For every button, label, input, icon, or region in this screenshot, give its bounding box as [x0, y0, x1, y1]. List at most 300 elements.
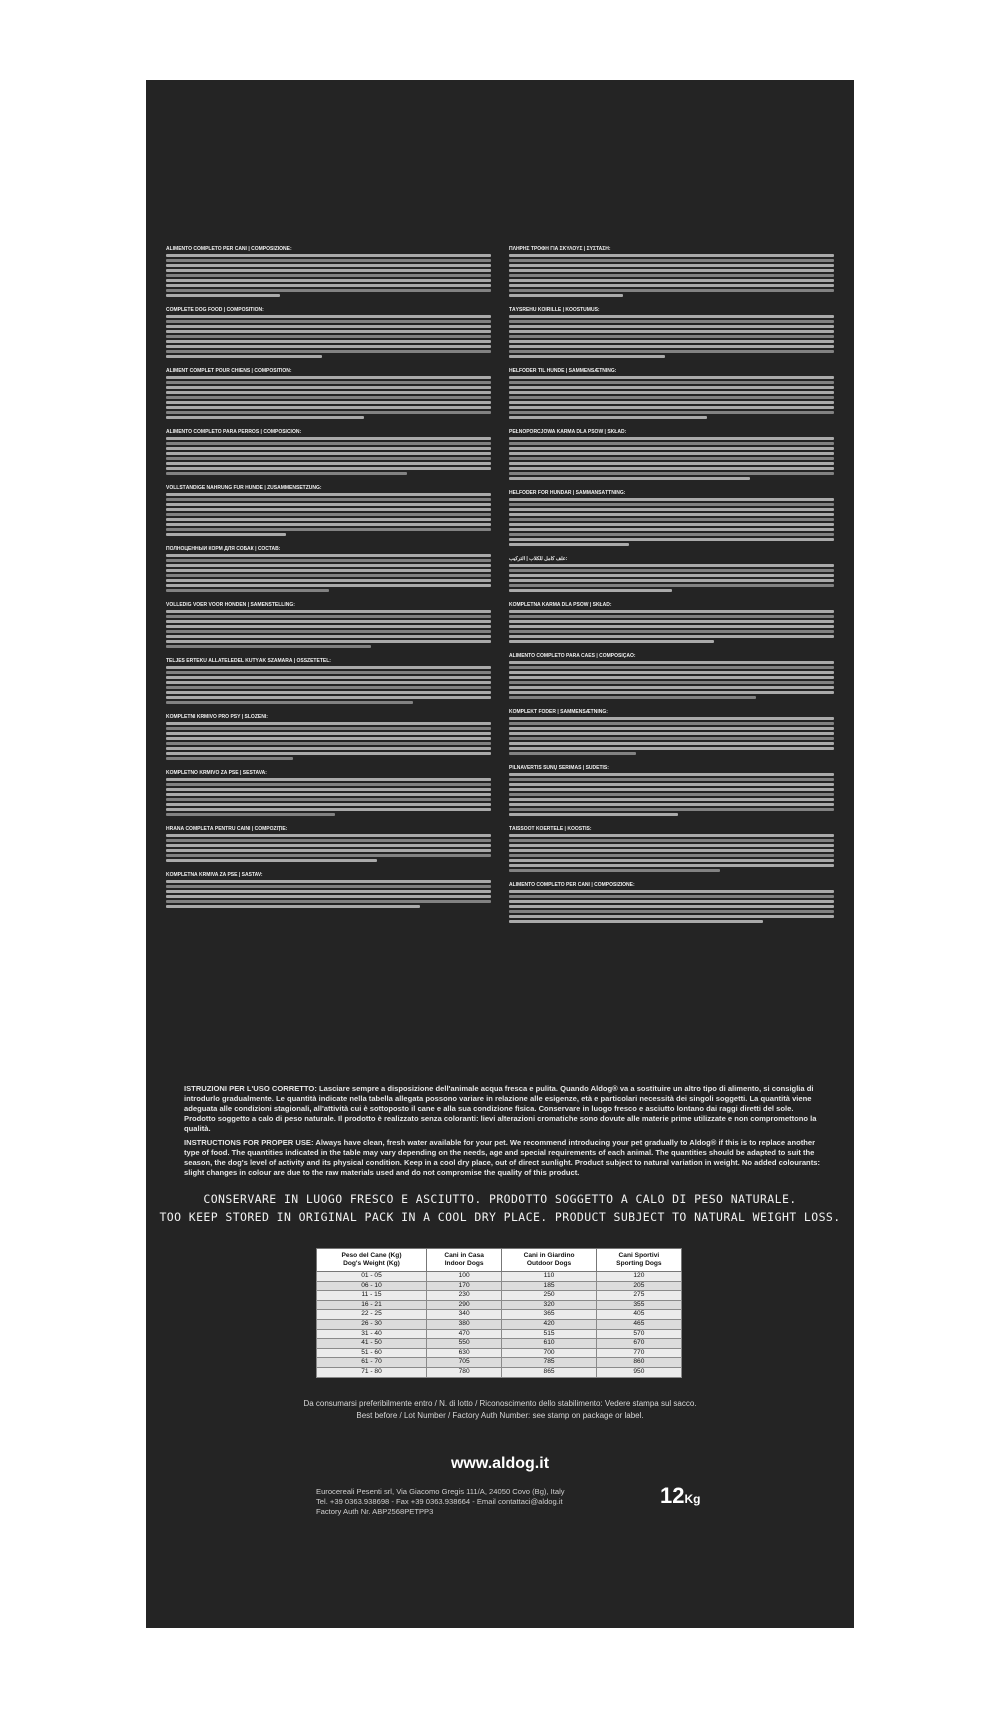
ingredient-text-line	[166, 528, 491, 531]
grams-cell: 780	[426, 1367, 501, 1377]
ingredient-text-line	[509, 477, 750, 480]
ingredient-text-line	[509, 355, 665, 358]
ingredient-text-line	[166, 722, 491, 725]
ingredient-text-line	[166, 472, 407, 475]
ingredient-text-line	[509, 447, 834, 450]
ingredient-text-line	[166, 284, 491, 287]
ingredient-text-line	[509, 391, 834, 394]
header-sporting-dogs	[596, 1249, 681, 1272]
ingredient-text-line	[509, 813, 678, 816]
ingredient-text-line	[509, 289, 834, 292]
feeding-table	[316, 1248, 682, 1378]
ingredient-text-line	[166, 498, 491, 501]
ingredient-text-line	[509, 457, 834, 460]
ingredient-text-line	[166, 752, 491, 755]
ingredient-text-line	[509, 742, 834, 745]
ingredient-block-heading: PILNAVERTIS ŠUNŲ ŠĖRIMAS | SUDĖTIS:	[509, 765, 609, 771]
ingredient-text-line	[509, 498, 834, 501]
ingredient-text-line	[166, 289, 491, 292]
dog-weight-cell: 61 - 70	[317, 1358, 427, 1368]
ingredient-text-line	[166, 513, 491, 516]
grams-cell: 100	[426, 1272, 501, 1282]
instructions-italian: ISTRUZIONI PER L'USO CORRETTO: Lasciare sempre a disposizione dell'animale acqua fresca e pulita. Quando Aldog® va a sostituire un altro tipo di alimento, si consiglia di introdurlo gradualmente. Le quantità indicate nella tabella allegata possono variare in relazione alle esigenze, età e particolari necessità dei singoli soggetti. La quantità viene adeguata alle condizioni stagionali, all'attività cui è sottoposto il cane e alla sua condizione fisica. Conservare in luogo fresco e asciutto lontano dai raggi diretti del sole. Prodotto soggetto a calo di peso naturale. Il prodotto è realizzato senza coloranti: lievi alterazioni cromatiche sono dovute alle materie prime utilizzate e non compromettono la qualità.	[184, 1084, 817, 1133]
ingredient-text-line	[509, 869, 720, 872]
ingredient-text-line	[166, 895, 491, 898]
feeding-table-row	[317, 1329, 682, 1339]
ingredient-text-line	[166, 757, 293, 760]
ingredient-text-line	[166, 778, 491, 781]
ingredient-text-line	[166, 335, 491, 338]
dog-weight-cell: 31 - 40	[317, 1329, 427, 1339]
ingredient-text-line	[509, 386, 834, 389]
ingredient-text-line	[509, 793, 834, 796]
ingredient-text-line	[166, 315, 491, 318]
ingredient-text-line	[166, 386, 491, 389]
ingredient-text-line	[509, 732, 834, 735]
header-label-en: Outdoor Dogs	[526, 1260, 572, 1267]
ingredient-text-line	[509, 274, 834, 277]
grams-cell: 230	[426, 1291, 501, 1301]
ingredient-block	[166, 714, 491, 760]
header-label-en: Sporting Dogs	[616, 1260, 662, 1267]
header-label-it: Cani in Giardino	[523, 1252, 575, 1259]
ingredient-text-line	[509, 900, 834, 903]
ingredient-block-heading: HRANĂ COMPLETĂ PENTRU CÂINI | COMPOZIȚIE:	[166, 826, 288, 832]
grams-cell: 275	[596, 1291, 681, 1301]
net-weight	[660, 1483, 700, 1509]
company-address	[316, 1487, 646, 1517]
ingredient-block	[509, 307, 834, 358]
feeding-table-row	[317, 1272, 682, 1282]
storage-note-english: TOO KEEP STORED IN ORIGINAL PACK IN A COOL DRY PLACE. PRODUCT SUBJECT TO NATURAL WEIGHT LOSS.	[159, 1210, 841, 1224]
ingredient-text-line	[166, 701, 413, 704]
ingredient-text-line	[509, 472, 834, 475]
ingredient-text-line	[166, 671, 491, 674]
ingredient-text-line	[166, 645, 371, 648]
header-label-it: Cani in Casa	[444, 1252, 484, 1259]
ingredient-text-line	[166, 900, 491, 903]
ingredient-block-heading: ALIMENTO COMPLETO PARA PERROS | COMPOSICIÓN:	[166, 429, 302, 435]
dog-weight-cell: 71 - 80	[317, 1367, 427, 1377]
ingredient-text-line	[509, 676, 834, 679]
ingredient-block	[166, 602, 491, 648]
ingredient-text-line	[166, 381, 491, 384]
ingredient-text-line	[166, 437, 491, 440]
ingredient-text-line	[509, 508, 834, 511]
header-label-it: Peso del Cane (Kg)	[341, 1252, 402, 1259]
ingredient-text-line	[509, 569, 834, 572]
ingredient-text-line	[166, 610, 491, 613]
ingredient-text-line	[166, 854, 491, 857]
ingredient-text-line	[509, 335, 834, 338]
ingredient-text-line	[509, 350, 834, 353]
best-before-italian: Da consumarsi preferibilmente entro / N. di lotto / Riconoscimento dello stabilimento: Vedere stampa sul sacco.	[303, 1399, 697, 1408]
ingredient-text-line	[509, 579, 834, 582]
ingredient-text-line	[166, 462, 491, 465]
grams-cell: 630	[426, 1348, 501, 1358]
ingredient-block-heading: KOMPLETNÍ KRMIVO PRO PSY | SLOŽENÍ:	[166, 714, 268, 720]
ingredient-block	[509, 882, 834, 923]
grams-cell: 110	[502, 1272, 596, 1282]
grams-cell: 610	[502, 1339, 596, 1349]
feeding-table-row	[317, 1348, 682, 1358]
ingredient-text-line	[509, 696, 756, 699]
ingredient-text-line	[166, 676, 491, 679]
ingredient-text-line	[166, 401, 491, 404]
ingredient-text-line	[509, 345, 834, 348]
ingredient-text-line	[509, 717, 834, 720]
dog-weight-cell: 16 - 21	[317, 1300, 427, 1310]
ingredient-text-line	[509, 630, 834, 633]
dog-weight-cell: 26 - 30	[317, 1319, 427, 1329]
ingredient-text-line	[166, 564, 491, 567]
ingredient-text-line	[166, 503, 491, 506]
feeding-table-row	[317, 1291, 682, 1301]
header-indoor-dogs	[426, 1249, 501, 1272]
dog-weight-cell: 06 - 10	[317, 1281, 427, 1291]
ingredient-text-line	[509, 910, 834, 913]
feeding-table-row	[317, 1367, 682, 1377]
ingredient-text-line	[166, 844, 491, 847]
ingredient-block-heading: VOLLEDIG VOER VOOR HONDEN | SAMENSTELLING:	[166, 602, 295, 608]
ingredient-block-heading: ALIMENTO COMPLETO PER CANI | COMPOSIZIONE:	[509, 882, 635, 888]
ingredient-text-line	[166, 615, 491, 618]
ingredient-text-line	[509, 518, 834, 521]
grams-cell: 465	[596, 1319, 681, 1329]
ingredient-block-heading: ПОЛНОЦЕННЫЙ КОРМ ДЛЯ СОБАК | СОСТАВ:	[166, 546, 281, 552]
grams-cell: 550	[426, 1339, 501, 1349]
dog-weight-cell: 01 - 05	[317, 1272, 427, 1282]
grams-cell: 205	[596, 1281, 681, 1291]
ingredient-text-line	[509, 437, 834, 440]
ingredient-text-line	[509, 269, 834, 272]
ingredient-text-line	[509, 610, 834, 613]
net-weight-value: 12	[660, 1483, 685, 1508]
ingredient-text-line	[509, 254, 834, 257]
ingredient-text-line	[166, 737, 491, 740]
ingredient-text-line	[509, 737, 834, 740]
ingredient-text-line	[509, 396, 834, 399]
ingredient-text-line	[509, 564, 834, 567]
ingredient-block	[509, 826, 834, 872]
ingredient-text-line	[509, 783, 834, 786]
grams-cell: 380	[426, 1319, 501, 1329]
feeding-table-row	[317, 1310, 682, 1320]
ingredient-text-line	[509, 686, 834, 689]
ingredient-text-line	[509, 503, 834, 506]
ingredient-text-line	[509, 589, 672, 592]
ingredient-block-heading: TELJES ÉRTÉKŰ ÁLLATELEDEL KUTYÁK SZÁMÁRA | ÖSSZETÉTEL:	[166, 658, 331, 664]
ingredient-text-line	[509, 747, 834, 750]
ingredient-text-line	[166, 523, 491, 526]
ingredient-text-line	[509, 722, 834, 725]
ingredient-block	[166, 368, 491, 419]
ingredient-text-line	[166, 579, 491, 582]
ingredient-block-heading: ΠΛΗΡΗΣ ΤΡΟΦΗ ΓΙΑ ΣΚΥΛΟΥΣ | ΣΥΣΤΑΣΗ:	[509, 246, 611, 252]
ingredient-text-line	[166, 905, 420, 908]
ingredient-text-line	[509, 915, 834, 918]
ingredient-text-line	[166, 849, 491, 852]
ingredient-text-line	[166, 640, 491, 643]
grams-cell: 120	[596, 1272, 681, 1282]
header-label-en: Dog's Weight (Kg)	[343, 1260, 400, 1267]
grams-cell: 950	[596, 1367, 681, 1377]
ingredient-text-line	[509, 803, 834, 806]
ingredient-text-line	[166, 788, 491, 791]
dog-weight-cell: 11 - 15	[317, 1291, 427, 1301]
ingredient-block-heading: PEŁNOPORCJOWA KARMA DLA PSÓW | SKŁAD:	[509, 429, 627, 435]
ingredient-text-line	[509, 406, 834, 409]
grams-cell: 670	[596, 1339, 681, 1349]
ingredient-text-line	[509, 279, 834, 282]
header-label-en: Indoor Dogs	[444, 1260, 484, 1267]
grams-cell: 355	[596, 1300, 681, 1310]
grams-cell: 290	[426, 1300, 501, 1310]
factory-auth-line: Factory Auth Nr. ABP2568PETPP3	[316, 1507, 434, 1516]
ingredient-text-line	[509, 538, 834, 541]
ingredient-text-line	[166, 355, 322, 358]
ingredient-text-line	[166, 279, 491, 282]
ingredient-block-heading: ALIMENTO COMPLETO PARA CÃES | COMPOSIÇÃO:	[509, 653, 636, 659]
ingredient-text-line	[166, 747, 491, 750]
ingredient-text-line	[509, 381, 834, 384]
ingredient-text-line	[166, 793, 491, 796]
ingredient-block	[166, 546, 491, 592]
ingredient-text-line	[509, 681, 834, 684]
ingredient-text-line	[509, 259, 834, 262]
ingredient-text-line	[166, 880, 491, 883]
ingredient-text-line	[166, 269, 491, 272]
contact-line: Tel. +39 0363.938698 - Fax +39 0363.938664 - Email contattaci@aldog.it	[316, 1497, 563, 1506]
ingredient-text-line	[509, 452, 834, 455]
ingredient-text-line	[166, 783, 491, 786]
ingredient-text-line	[166, 691, 491, 694]
ingredient-block-heading: TÄYSREHU KOIRILLE | KOOSTUMUS:	[509, 307, 600, 313]
ingredient-text-line	[509, 315, 834, 318]
ingredient-text-line	[166, 533, 286, 536]
ingredient-text-line	[509, 523, 834, 526]
ingredient-text-line	[166, 859, 377, 862]
ingredient-text-line	[509, 615, 834, 618]
ingredient-text-line	[166, 452, 491, 455]
ingredient-block-heading: علف كامل للكلاب | التركيب:	[509, 556, 568, 562]
best-before-english: Best before / Lot Number / Factory Auth Number: see stamp on package or label.	[356, 1411, 644, 1420]
ingredient-text-line	[166, 696, 491, 699]
grams-cell: 700	[502, 1348, 596, 1358]
ingredient-text-line	[509, 661, 834, 664]
ingredient-block	[509, 709, 834, 755]
dog-weight-cell: 41 - 50	[317, 1339, 427, 1349]
ingredient-block	[509, 765, 834, 816]
ingredient-text-line	[509, 798, 834, 801]
ingredient-text-line	[509, 849, 834, 852]
ingredient-block	[509, 429, 834, 480]
ingredient-text-line	[166, 254, 491, 257]
ingredient-text-line	[166, 742, 491, 745]
ingredient-text-line	[166, 345, 491, 348]
ingredient-block	[166, 246, 491, 297]
ingredient-text-line	[509, 528, 834, 531]
ingredient-text-line	[166, 681, 491, 684]
ingredient-text-line	[509, 691, 834, 694]
ingredient-text-line	[166, 569, 491, 572]
grams-cell: 865	[502, 1367, 596, 1377]
ingredient-block	[509, 602, 834, 643]
ingredient-block	[509, 653, 834, 699]
ingredient-text-line	[509, 864, 834, 867]
ingredient-text-line	[166, 391, 491, 394]
ingredient-text-line	[166, 813, 335, 816]
ingredient-text-line	[509, 320, 834, 323]
grams-cell: 340	[426, 1310, 501, 1320]
ingredient-text-line	[509, 895, 834, 898]
ingredient-text-line	[509, 844, 834, 847]
ingredient-text-line	[166, 803, 491, 806]
ingredient-text-line	[509, 264, 834, 267]
ingredient-block-heading: HELFODER TIL HUNDE | SAMMENSÆTNING:	[509, 368, 617, 374]
ingredient-text-line	[509, 635, 834, 638]
grams-cell: 170	[426, 1281, 501, 1291]
ingredient-text-line	[166, 589, 329, 592]
feeding-table-header-row	[317, 1249, 682, 1272]
ingredient-text-line	[509, 839, 834, 842]
ingredient-text-line	[509, 620, 834, 623]
ingredient-text-line	[166, 447, 491, 450]
ingredient-text-line	[509, 325, 834, 328]
instructions-english: INSTRUCTIONS FOR PROPER USE: Always have clean, fresh water available for your pet. We recommend introducing your pet gradually to Aldog® if this is to replace another type of food. The quantities indicated in the table may vary depending on the needs, age and special requirements of each animal. The quantities should be adapted to suit the season, the dog's level of activity and its physical condition. Keep in a cool dry place, out of direct sunlight. Product subject to natural variation in weight. No added colourants: slight changes in colour are due to the raw materials used and do not compromise the quality of this product.	[184, 1138, 820, 1177]
ingredient-text-line	[166, 330, 491, 333]
ingredient-text-line	[166, 274, 491, 277]
ingredient-text-line	[166, 834, 491, 837]
feeding-table-row	[317, 1358, 682, 1368]
ingredient-block	[166, 826, 491, 862]
ingredient-text-line	[509, 920, 763, 923]
ingredient-block	[509, 246, 834, 297]
ingredient-text-line	[166, 808, 491, 811]
ingredient-text-line	[509, 834, 834, 837]
ingredient-text-line	[166, 340, 491, 343]
ingredients-section	[166, 246, 834, 1126]
ingredient-text-line	[509, 467, 834, 470]
ingredient-text-line	[509, 666, 834, 669]
ingredient-block-heading: HELFODER FÖR HUNDAR | SAMMANSÄTTNING:	[509, 490, 626, 496]
header-outdoor-dogs	[502, 1249, 596, 1272]
ingredient-block-heading: KOMPLETNO KRMIVO ZA PSE | SESTAVA:	[166, 770, 267, 776]
ingredient-text-line	[509, 513, 834, 516]
ingredient-text-line	[166, 508, 491, 511]
grams-cell: 705	[426, 1358, 501, 1368]
ingredient-text-line	[509, 752, 636, 755]
ingredient-text-line	[166, 467, 491, 470]
website-url: www.aldog.it	[450, 1455, 550, 1472]
ingredient-block-heading: ALIMENT COMPLET POUR CHIENS | COMPOSITION:	[166, 368, 292, 374]
grams-cell: 250	[502, 1291, 596, 1301]
ingredient-text-line	[166, 890, 491, 893]
ingredient-text-line	[509, 543, 629, 546]
ingredient-text-line	[166, 839, 491, 842]
ingredient-text-line	[166, 620, 491, 623]
ingredient-text-line	[166, 264, 491, 267]
ingredient-block	[166, 658, 491, 704]
grams-cell: 365	[502, 1310, 596, 1320]
ingredient-text-line	[509, 859, 834, 862]
ingredient-text-line	[509, 808, 834, 811]
header-label-it: Cani Sportivi	[618, 1252, 660, 1259]
ingredient-text-line	[509, 671, 834, 674]
ingredient-text-line	[509, 284, 834, 287]
food-bag-back	[146, 80, 854, 1628]
net-weight-unit: Kg	[684, 1492, 701, 1506]
grams-cell: 185	[502, 1281, 596, 1291]
ingredient-text-line	[509, 773, 834, 776]
grams-cell: 860	[596, 1358, 681, 1368]
ingredient-block	[509, 490, 834, 546]
ingredient-text-line	[509, 640, 714, 643]
ingredient-block	[166, 307, 491, 358]
ingredient-block	[166, 872, 491, 908]
storage-note-italian: CONSERVARE IN LUOGO FRESCO E ASCIUTTO. PRODOTTO SOGGETTO A CALO DI PESO NATURALE.	[203, 1192, 797, 1206]
ingredient-text-line	[166, 320, 491, 323]
ingredient-text-line	[509, 854, 834, 857]
ingredient-text-line	[166, 686, 491, 689]
ingredient-text-line	[509, 401, 834, 404]
dog-weight-cell: 22 - 25	[317, 1310, 427, 1320]
grams-cell: 570	[596, 1329, 681, 1339]
ingredients-column-right	[509, 246, 834, 1126]
ingredient-text-line	[509, 533, 834, 536]
ingredient-text-line	[509, 788, 834, 791]
ingredients-column-left	[166, 246, 491, 1126]
ingredient-text-line	[166, 294, 280, 297]
feeding-table-row	[317, 1339, 682, 1349]
ingredient-text-line	[166, 442, 491, 445]
ingredient-text-line	[166, 630, 491, 633]
ingredient-text-line	[166, 416, 364, 419]
ingredient-block-heading: TÄISSÖÖT KOERTELE | KOOSTIS:	[509, 826, 592, 832]
ingredient-text-line	[509, 340, 834, 343]
ingredient-text-line	[509, 330, 834, 333]
grams-cell: 785	[502, 1358, 596, 1368]
ingredient-text-line	[166, 411, 491, 414]
ingredient-block	[509, 556, 834, 592]
feeding-table-row	[317, 1319, 682, 1329]
feeding-table-body	[317, 1272, 682, 1378]
ingredient-text-line	[166, 493, 491, 496]
ingredient-text-line	[166, 554, 491, 557]
ingredient-text-line	[509, 727, 834, 730]
ingredient-text-line	[166, 666, 491, 669]
ingredient-text-line	[166, 406, 491, 409]
ingredient-text-line	[166, 350, 491, 353]
ingredient-text-line	[509, 294, 623, 297]
ingredient-block-heading: VOLLSTÄNDIGE NAHRUNG FÜR HUNDE | ZUSAMMENSETZUNG:	[166, 485, 322, 491]
ingredient-text-line	[509, 778, 834, 781]
grams-cell: 420	[502, 1319, 596, 1329]
grams-cell: 320	[502, 1300, 596, 1310]
ingredient-text-line	[166, 798, 491, 801]
grams-cell: 470	[426, 1329, 501, 1339]
dog-weight-cell: 51 - 60	[317, 1348, 427, 1358]
ingredient-text-line	[166, 635, 491, 638]
ingredient-block	[166, 429, 491, 475]
ingredient-block	[166, 485, 491, 536]
address-line: Eurocereali Pesenti srl, Via Giacomo Gregis 111/A, 24050 Covo (Bg), Italy	[316, 1487, 565, 1496]
ingredient-text-line	[166, 518, 491, 521]
ingredient-text-line	[509, 376, 834, 379]
ingredient-text-line	[166, 457, 491, 460]
ingredient-text-line	[166, 325, 491, 328]
feeding-table-row	[317, 1300, 682, 1310]
